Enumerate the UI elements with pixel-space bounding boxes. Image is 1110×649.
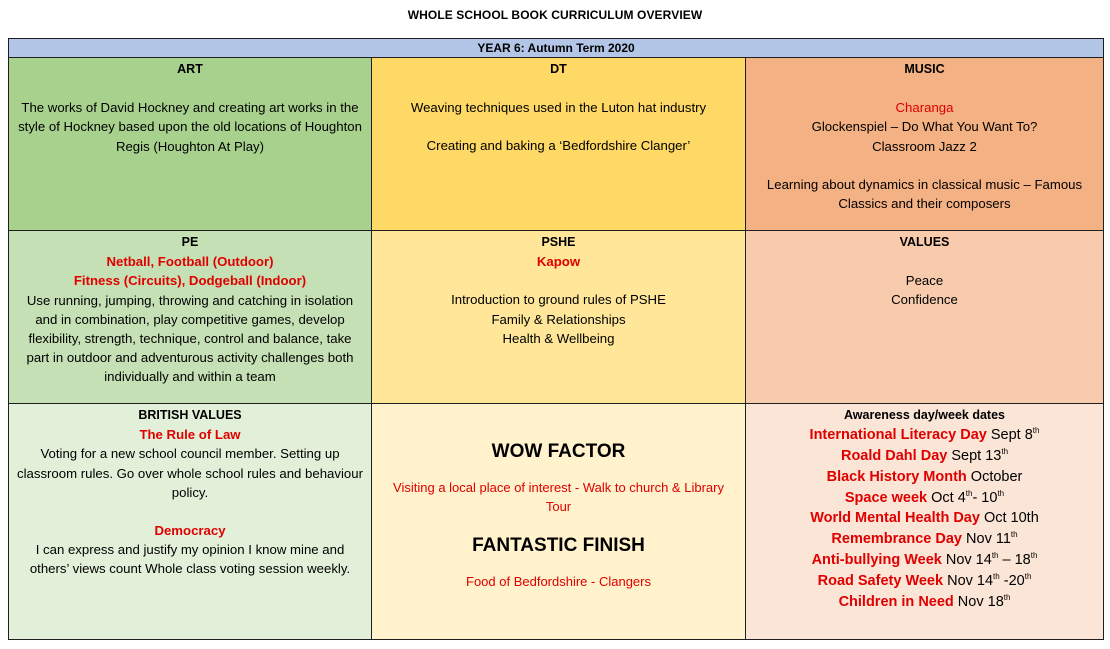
- democracy-heading: Democracy: [154, 523, 226, 539]
- pe-cell: [9, 231, 372, 404]
- awareness-item-date-suffix: th: [1001, 447, 1009, 457]
- values-line-1: Peace: [905, 273, 944, 289]
- awareness-list: [754, 425, 1095, 612]
- pe-sport-1: Netball, Football (Outdoor): [106, 254, 274, 270]
- awareness-item-date-end: -20: [999, 572, 1025, 589]
- awareness-item-date: October: [966, 468, 1023, 485]
- awareness-item: [754, 592, 1095, 613]
- awareness-item-date-suffix: th: [1010, 530, 1018, 540]
- dt-line-1: Weaving techniques used in the Luton hat industry: [410, 100, 707, 116]
- awareness-item-date-end-suffix: th: [997, 488, 1005, 498]
- awareness-item: [754, 446, 1095, 467]
- music-cell: [746, 58, 1103, 231]
- music-scheme: Charanga: [895, 100, 954, 116]
- music-heading: MUSIC: [904, 62, 945, 76]
- awareness-item-date: Oct 4: [927, 489, 966, 506]
- awareness-item-date-end: - 10: [972, 489, 998, 506]
- values-line-2: Confidence: [891, 292, 958, 308]
- awareness-item-date: Nov 18: [953, 593, 1004, 610]
- awareness-item-date-suffix: th: [1032, 426, 1040, 436]
- pe-text: Use running, jumping, throwing and catching in isolation and in combination, play competitive games, develop flexibility, strength, technique, control and balance, take part in outdoor and adventurous activity challenges both individually and within a team: [26, 292, 354, 385]
- fantastic-finish-heading: FANTASTIC FINISH: [472, 535, 645, 557]
- british-values-heading: BRITISH VALUES: [138, 408, 242, 422]
- rule-of-law-text: Voting for a new school council member. Setting up classroom rules. Go over whole school rules and behaviour policy.: [17, 446, 363, 500]
- awareness-item-date: Nov 14: [943, 572, 994, 589]
- awareness-item-date: Sept 13: [947, 448, 1002, 464]
- wow-factor-cell: [372, 404, 746, 639]
- awareness-item: [754, 425, 1095, 446]
- awareness-item-name: International Literacy Day: [809, 427, 987, 444]
- pe-heading: PE: [181, 235, 199, 249]
- british-values-cell: [9, 404, 372, 639]
- pshe-line-2: Family & Relationships: [491, 311, 626, 327]
- awareness-item-name: Black History Month: [826, 468, 967, 485]
- awareness-item-date-suffix: th: [993, 571, 1000, 581]
- curriculum-table: [8, 38, 1104, 640]
- democracy-text: I can express and justify my opinion I know mine and others’ views count Whole class voting session weekly.: [29, 542, 351, 577]
- fantastic-finish-text: Food of Bedfordshire - Clangers: [466, 574, 651, 590]
- music-line-3: Learning about dynamics in classical music – Famous Classics and their composers: [766, 176, 1083, 212]
- wow-factor-heading: WOW FACTOR: [491, 441, 626, 462]
- art-text: The works of David Hockney and creating art works in the style of Hockney based upon the old locations of Houghton Regis (Houghton At Play): [18, 100, 362, 154]
- awareness-item-name: Road Safety Week: [817, 572, 944, 589]
- awareness-dates-cell: [746, 404, 1103, 639]
- pshe-line-1: Introduction to ground rules of PSHE: [451, 292, 666, 308]
- awareness-item-name: Anti-bullying Week: [811, 551, 942, 568]
- awareness-item-date-end-suffix: th: [1024, 571, 1032, 581]
- term-header: YEAR 6: Autumn Term 2020: [9, 39, 1103, 58]
- pshe-cell: [372, 231, 746, 404]
- values-cell: [746, 231, 1103, 404]
- awareness-item: [754, 550, 1095, 571]
- dt-line-2: Creating and baking a ‘Bedfordshire Clanger’: [426, 138, 691, 154]
- pshe-scheme: Kapow: [536, 254, 581, 270]
- wow-factor-text: Visiting a local place of interest - Walk to church & Library Tour: [393, 480, 724, 515]
- awareness-item: [754, 508, 1095, 529]
- awareness-item-date-end-suffix: th: [1030, 551, 1038, 561]
- awareness-item: [754, 571, 1095, 592]
- music-line-1: Glockenspiel – Do What You Want To?: [811, 119, 1038, 135]
- awareness-item: [754, 488, 1095, 509]
- awareness-item-name: World Mental Health Day: [810, 510, 980, 527]
- awareness-item-name: Remembrance Day: [831, 531, 962, 548]
- pe-sport-2: Fitness (Circuits), Dodgeball (Indoor): [73, 273, 307, 289]
- art-cell: [9, 58, 372, 231]
- awareness-item-date-suffix: th: [1003, 592, 1011, 602]
- awareness-item-date: Nov 14: [941, 551, 992, 568]
- awareness-item-date: Oct 10th: [979, 510, 1039, 527]
- pshe-heading: PSHE: [541, 235, 576, 249]
- pshe-line-3: Health & Wellbeing: [502, 330, 615, 346]
- rule-of-law-heading: The Rule of Law: [139, 427, 241, 443]
- awareness-item-name: Children in Need: [838, 593, 954, 610]
- awareness-item-date: Sept 8: [986, 427, 1033, 444]
- awareness-item-date-end: – 18: [998, 551, 1031, 568]
- awareness-item-name: Roald Dahl Day: [840, 448, 948, 464]
- awareness-item-date-suffix: th: [965, 488, 973, 498]
- music-line-2: Classroom Jazz 2: [872, 138, 977, 154]
- dt-heading: DT: [550, 62, 567, 76]
- awareness-heading: Awareness day/week dates: [844, 408, 1005, 422]
- awareness-item-date-suffix: th: [991, 551, 999, 561]
- art-heading: ART: [177, 62, 203, 76]
- awareness-item-date: Nov 11: [962, 531, 1011, 548]
- document-title: WHOLE SCHOOL BOOK CURRICULUM OVERVIEW: [407, 8, 703, 22]
- awareness-item: [754, 529, 1095, 550]
- awareness-item: [754, 467, 1095, 488]
- values-heading: VALUES: [899, 235, 950, 249]
- dt-cell: [372, 58, 746, 231]
- awareness-item-name: Space week: [844, 489, 928, 506]
